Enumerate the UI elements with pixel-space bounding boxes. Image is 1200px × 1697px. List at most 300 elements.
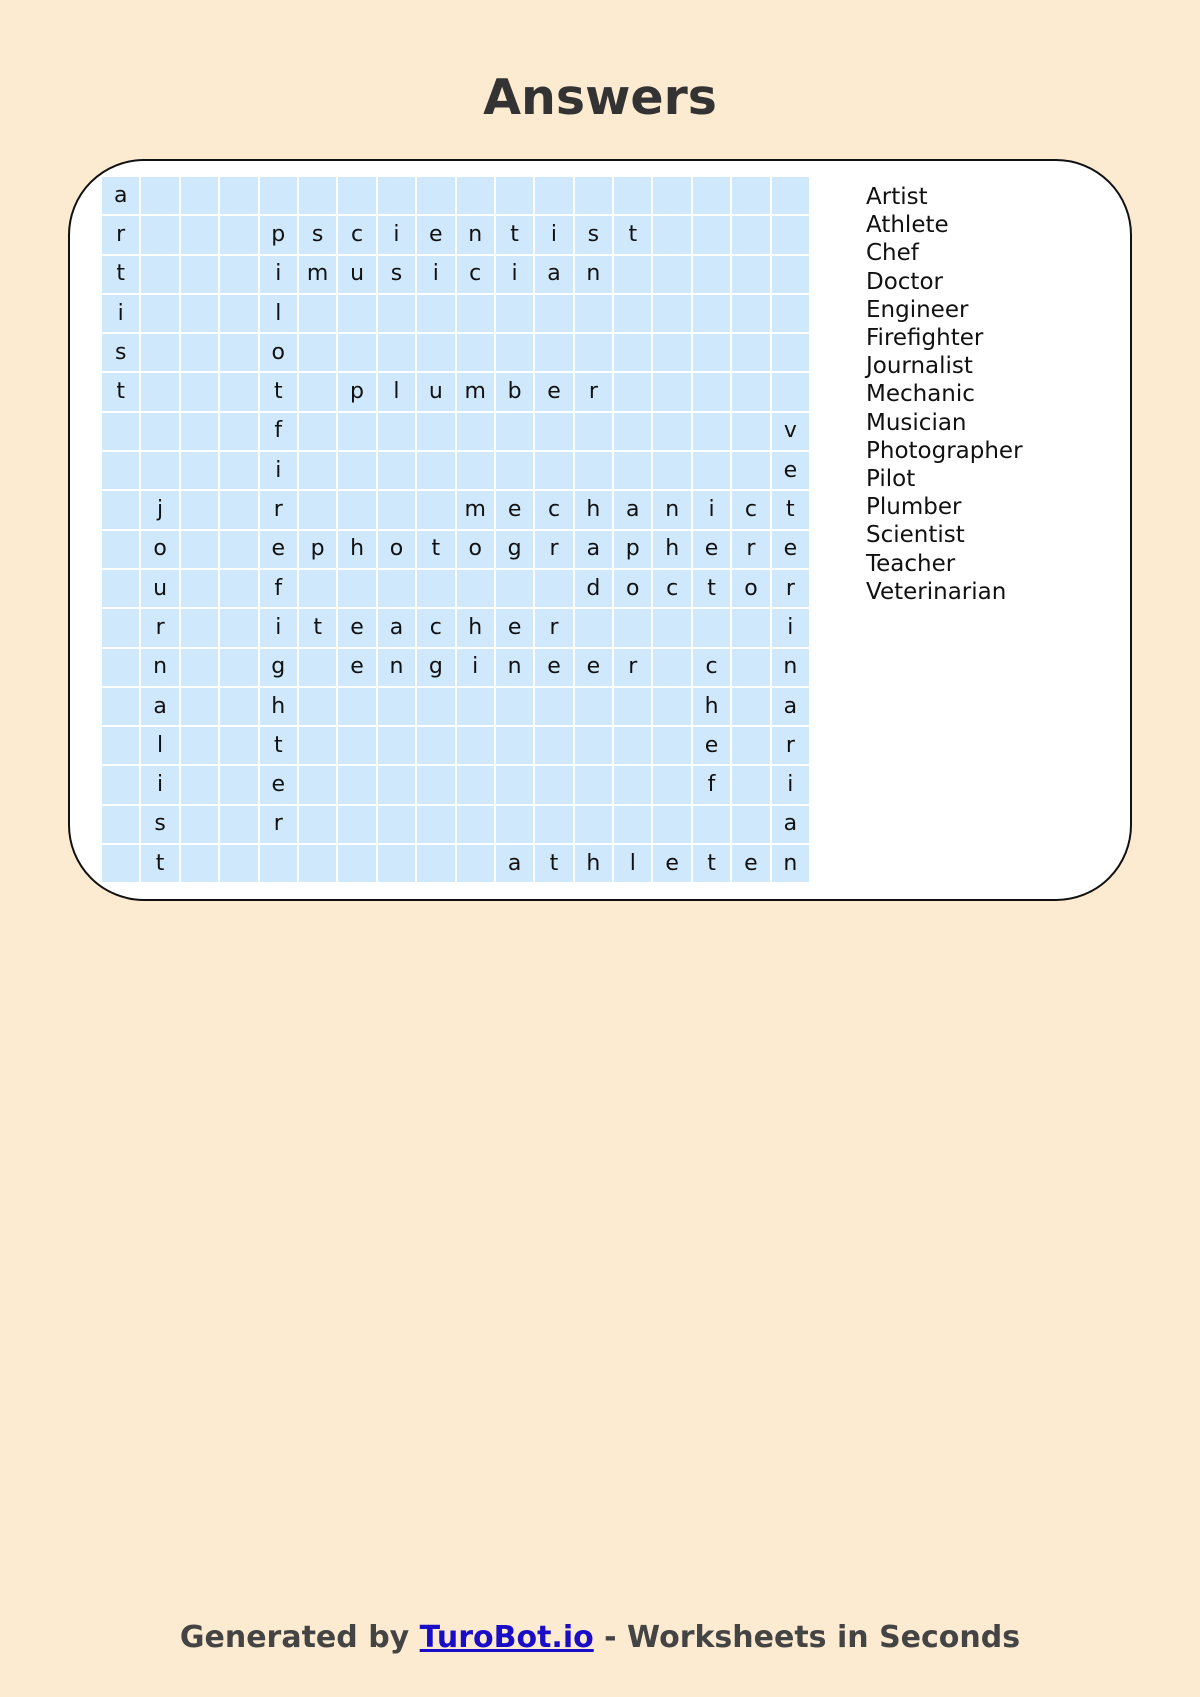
word-list-item: Scientist [866,522,965,549]
grid-cell [575,295,612,332]
turobot-link[interactable]: TuroBot.io [419,1620,594,1655]
grid-cell [378,766,415,803]
grid-cell [181,806,218,843]
grid-cell: t [102,256,139,293]
grid-cell [614,295,651,332]
grid-cell [732,727,769,764]
grid-cell [141,177,178,214]
grid-cell: i [378,216,415,253]
grid-cell [653,177,690,214]
grid-cell: i [496,256,533,293]
grid-cell [299,649,336,686]
grid-cell [299,570,336,607]
grid-cell [181,373,218,410]
grid-cell [732,413,769,450]
grid-cell: e [260,531,297,568]
grid-cell [772,256,809,293]
grid-cell: d [575,570,612,607]
grid-cell [378,177,415,214]
grid-cell [181,295,218,332]
word-list-item: Mechanic [866,381,975,408]
grid-cell [457,295,494,332]
grid-cell [575,413,612,450]
grid-cell: f [260,570,297,607]
grid-cell [102,609,139,646]
grid-cell [535,766,572,803]
grid-cell: l [141,727,178,764]
grid-cell [535,177,572,214]
grid-cell: n [141,649,178,686]
grid-cell: e [575,649,612,686]
grid-cell: t [417,531,454,568]
grid-cell [181,491,218,528]
grid-cell [220,452,257,489]
grid-cell [220,491,257,528]
grid-cell [141,334,178,371]
grid-cell [181,609,218,646]
grid-cell [417,452,454,489]
grid-cell [102,531,139,568]
grid-cell: e [732,845,769,882]
grid-cell [220,727,257,764]
grid-cell: i [260,256,297,293]
grid-cell [181,727,218,764]
grid-cell: s [299,216,336,253]
grid-cell: e [496,491,533,528]
grid-cell [220,609,257,646]
grid-cell [378,491,415,528]
grid-cell [338,806,375,843]
grid-cell [260,845,297,882]
grid-cell: l [260,295,297,332]
grid-cell: a [102,177,139,214]
grid-cell: n [496,649,533,686]
grid-cell [693,413,730,450]
grid-cell [653,256,690,293]
grid-cell [338,491,375,528]
grid-cell [693,216,730,253]
grid-cell [653,727,690,764]
grid-cell [220,649,257,686]
grid-cell [693,609,730,646]
grid-cell: h [693,688,730,725]
grid-cell [535,334,572,371]
grid-cell: c [693,649,730,686]
grid-cell [772,177,809,214]
grid-cell [102,570,139,607]
grid-cell: p [338,373,375,410]
grid-cell [338,766,375,803]
grid-cell [614,256,651,293]
grid-cell: i [772,766,809,803]
grid-cell [141,216,178,253]
grid-cell: r [260,806,297,843]
grid-cell: s [141,806,178,843]
grid-cell [378,570,415,607]
grid-cell [417,570,454,607]
grid-cell [732,649,769,686]
grid-cell [575,177,612,214]
grid-cell: s [102,334,139,371]
grid-cell [535,570,572,607]
grid-cell: t [299,609,336,646]
grid-cell: u [417,373,454,410]
grid-cell: o [614,570,651,607]
grid-cell [496,413,533,450]
grid-cell [575,334,612,371]
grid-cell [732,806,769,843]
grid-cell [653,452,690,489]
grid-cell: m [457,491,494,528]
grid-cell [575,609,612,646]
footer [0,1618,1200,1658]
grid-cell [102,452,139,489]
grid-cell [220,373,257,410]
grid-cell [653,649,690,686]
grid-cell: c [417,609,454,646]
grid-cell [693,256,730,293]
grid-cell: e [338,609,375,646]
grid-cell [653,413,690,450]
grid-cell [496,806,533,843]
grid-cell: n [653,491,690,528]
grid-cell [181,845,218,882]
footer-prefix: Generated by [179,1620,420,1655]
grid-cell [220,688,257,725]
grid-cell: e [260,766,297,803]
grid-cell [575,688,612,725]
grid-cell [457,806,494,843]
grid-cell [220,216,257,253]
grid-cell [378,845,415,882]
grid-cell [299,766,336,803]
grid-cell [693,295,730,332]
grid-cell: p [260,216,297,253]
grid-cell [614,452,651,489]
word-list-item: Veterinarian [866,578,1007,605]
grid-cell: t [260,373,297,410]
grid-cell: r [772,570,809,607]
grid-cell [614,609,651,646]
grid-cell [732,177,769,214]
grid-cell [181,531,218,568]
grid-cell [220,766,257,803]
word-list-item: Doctor [866,268,943,295]
grid-cell [693,334,730,371]
grid-cell [732,216,769,253]
grid-cell: g [260,649,297,686]
grid-cell: r [575,373,612,410]
grid-cell [378,295,415,332]
grid-cell: e [693,531,730,568]
grid-cell: r [102,216,139,253]
grid-cell: a [141,688,178,725]
grid-cell [535,688,572,725]
grid-cell [141,256,178,293]
grid-cell: i [457,649,494,686]
grid-cell: u [338,256,375,293]
grid-cell [653,806,690,843]
grid-cell [417,845,454,882]
grid-cell [614,413,651,450]
grid-cell: n [575,256,612,293]
grid-cell: c [535,491,572,528]
grid-cell [732,452,769,489]
grid-cell: t [260,727,297,764]
grid-cell: a [614,491,651,528]
grid-cell [181,413,218,450]
grid-cell: i [535,216,572,253]
grid-cell: t [141,845,178,882]
grid-cell: n [457,216,494,253]
grid-cell [299,334,336,371]
grid-cell: o [457,531,494,568]
grid-cell [181,452,218,489]
grid-cell [102,491,139,528]
grid-cell [653,216,690,253]
grid-cell [772,216,809,253]
grid-cell: a [575,531,612,568]
word-list-item: Journalist [866,353,973,380]
grid-cell [417,491,454,528]
grid-cell [614,727,651,764]
grid-cell: e [772,452,809,489]
grid-cell: n [378,649,415,686]
grid-cell [102,688,139,725]
grid-cell [575,806,612,843]
grid-cell [338,845,375,882]
grid-cell [378,334,415,371]
grid-cell: i [693,491,730,528]
grid-cell [417,295,454,332]
grid-cell: b [496,373,533,410]
grid-cell [220,256,257,293]
grid-cell [378,688,415,725]
grid-cell: a [535,256,572,293]
grid-cell [299,688,336,725]
grid-cell [693,452,730,489]
grid-cell [535,295,572,332]
grid-cell [220,413,257,450]
grid-cell [299,295,336,332]
grid-cell: e [693,727,730,764]
grid-cell: i [772,609,809,646]
grid-cell [417,413,454,450]
grid-cell [220,570,257,607]
grid-cell: r [614,649,651,686]
word-list-item: Artist [866,184,928,210]
grid-cell [496,177,533,214]
grid-cell [338,688,375,725]
grid-cell [338,452,375,489]
grid-cell [181,649,218,686]
grid-cell [102,649,139,686]
grid-cell: o [260,334,297,371]
grid-cell [653,688,690,725]
grid-cell [535,413,572,450]
grid-cell: g [496,531,533,568]
grid-cell: e [772,531,809,568]
grid-cell [535,806,572,843]
grid-cell: r [260,491,297,528]
grid-cell [614,806,651,843]
grid-cell: r [535,609,572,646]
grid-cell [496,295,533,332]
grid-cell [338,334,375,371]
grid-cell: r [141,609,178,646]
grid-cell: f [260,413,297,450]
grid-cell: s [378,256,415,293]
grid-cell [181,216,218,253]
grid-cell [653,373,690,410]
grid-cell [732,766,769,803]
grid-cell: h [457,609,494,646]
grid-cell [299,727,336,764]
grid-cell [338,570,375,607]
grid-cell: s [575,216,612,253]
grid-cell: e [535,373,572,410]
grid-cell [732,373,769,410]
grid-cell: i [417,256,454,293]
grid-cell [141,452,178,489]
grid-cell: p [614,531,651,568]
grid-cell: o [378,531,415,568]
grid-cell [181,256,218,293]
grid-cell: j [141,491,178,528]
grid-cell [614,177,651,214]
grid-cell [496,727,533,764]
grid-cell [378,727,415,764]
grid-cell: h [260,688,297,725]
grid-cell [575,727,612,764]
grid-cell [457,570,494,607]
grid-cell [299,373,336,410]
grid-cell [181,570,218,607]
grid-cell [181,688,218,725]
grid-cell: i [102,295,139,332]
grid-cell: i [141,766,178,803]
grid-cell [653,334,690,371]
grid-cell [417,688,454,725]
grid-cell [653,609,690,646]
grid-cell: t [535,845,572,882]
grid-cell: e [535,649,572,686]
grid-cell [535,727,572,764]
grid-cell: t [496,216,533,253]
grid-cell [102,766,139,803]
grid-cell: t [693,845,730,882]
grid-cell: m [457,373,494,410]
grid-cell: u [141,570,178,607]
grid-cell [457,845,494,882]
grid-cell [614,766,651,803]
grid-cell: e [338,649,375,686]
word-list-item: Musician [866,409,967,436]
grid-cell [299,177,336,214]
grid-cell [732,688,769,725]
grid-cell [417,177,454,214]
grid-cell [535,452,572,489]
grid-cell: e [653,845,690,882]
grid-cell: h [338,531,375,568]
grid-cell: c [457,256,494,293]
grid-cell [260,177,297,214]
grid-cell: o [732,570,769,607]
grid-cell [457,413,494,450]
grid-cell [732,609,769,646]
grid-cell [417,727,454,764]
grid-cell [693,373,730,410]
grid-cell: g [417,649,454,686]
grid-cell [614,688,651,725]
grid-cell: a [772,806,809,843]
grid-cell: p [299,531,336,568]
grid-cell [102,727,139,764]
word-list-item: Athlete [866,212,949,239]
grid-cell [496,766,533,803]
grid-cell [496,688,533,725]
grid-cell: t [772,491,809,528]
grid-cell [220,806,257,843]
grid-cell: v [772,413,809,450]
grid-cell [457,766,494,803]
grid-cell: t [614,216,651,253]
grid-cell [772,295,809,332]
grid-cell: l [614,845,651,882]
grid-cell [417,806,454,843]
grid-cell: c [338,216,375,253]
grid-cell: h [575,491,612,528]
grid-cell [614,334,651,371]
grid-cell [417,766,454,803]
grid-cell [299,452,336,489]
grid-cell [496,570,533,607]
grid-cell [732,334,769,371]
grid-cell [732,295,769,332]
word-search-grid [102,177,809,882]
grid-cell: e [417,216,454,253]
grid-cell [181,334,218,371]
grid-cell: a [496,845,533,882]
grid-cell [732,256,769,293]
grid-cell [772,373,809,410]
grid-cell: h [653,531,690,568]
grid-cell: i [260,452,297,489]
grid-cell [378,413,415,450]
grid-cell [220,334,257,371]
grid-cell [614,373,651,410]
grid-cell [141,295,178,332]
word-list-item: Chef [866,240,919,267]
grid-cell: l [378,373,415,410]
grid-cell [338,177,375,214]
grid-cell [653,766,690,803]
grid-cell: n [772,845,809,882]
grid-cell: e [496,609,533,646]
word-list-item: Plumber [866,494,962,521]
grid-cell: i [260,609,297,646]
word-list-item: Engineer [866,296,969,323]
grid-cell [575,452,612,489]
grid-cell [338,727,375,764]
grid-cell [181,177,218,214]
grid-cell [299,806,336,843]
grid-cell [338,413,375,450]
grid-cell [299,491,336,528]
grid-cell: r [535,531,572,568]
grid-cell: f [693,766,730,803]
grid-cell [693,806,730,843]
